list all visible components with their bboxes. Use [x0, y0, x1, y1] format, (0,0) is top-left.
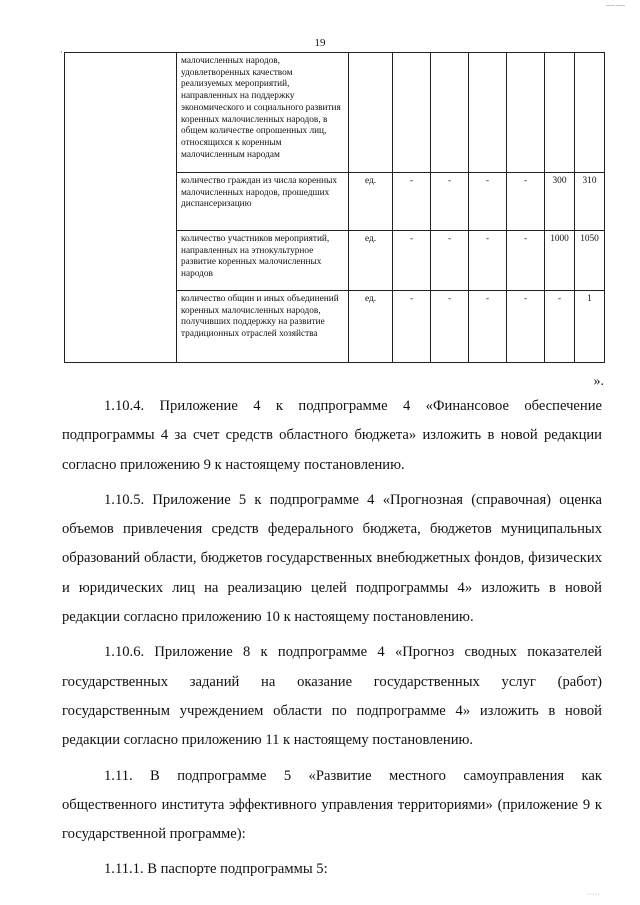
value-cell: 300: [545, 173, 575, 231]
bottom-mark: ·····: [586, 890, 600, 899]
margin-mark: ·: [60, 48, 63, 57]
value-cell: -: [469, 173, 507, 231]
unit-cell: ед.: [349, 291, 393, 363]
unit-cell: ед.: [349, 173, 393, 231]
paragraph: 1.11.1. В паспорте подпрограммы 5:: [104, 861, 328, 878]
value-cell: -: [431, 231, 469, 291]
value-cell: [507, 53, 545, 173]
value-cell: -: [393, 231, 431, 291]
indicator-cell: количество участников мероприятий, направленных на этнокультурное развитие коренных малочисленных народов: [177, 231, 349, 291]
page-number: 19: [314, 37, 326, 49]
value-cell: -: [507, 231, 545, 291]
indicator-cell: количество граждан из числа коренных малочисленных народов, прошедших диспансеризацию: [177, 173, 349, 231]
value-cell: 1000: [545, 231, 575, 291]
value-cell: -: [469, 231, 507, 291]
indicator-cell: количество общин и иных объединений коренных малочисленных народов, получивших поддержку на развитие традиционных отраслей хозяйства: [177, 291, 349, 363]
paragraph: 1.10.6. Приложение 8 к подпрограмме 4 «Прогноз сводных показателей государственных заданий на оказание государственных услуг (работ) государственным учреждением области по подпрограмме 4» изложить в новой редакции согласно приложению 11 к настоящему постановлению.: [62, 644, 602, 749]
value-cell: -: [393, 173, 431, 231]
indicator-cell: малочисленных народов, удовлетворенных качеством реализуемых мероприятий, направленных на поддержку экономического и социального развития коренных малочисленных народов, в общем количестве опрошенных лиц, относящихся к коренным малочисленным народам: [177, 53, 349, 173]
indicators-table: [64, 52, 605, 363]
value-cell: [393, 53, 431, 173]
table-row: [65, 53, 605, 173]
value-cell: 1050: [575, 231, 605, 291]
value-cell: 310: [575, 173, 605, 231]
value-cell: -: [431, 291, 469, 363]
value-cell: -: [507, 291, 545, 363]
value-cell: [545, 53, 575, 173]
value-cell: [575, 53, 605, 173]
value-cell: -: [469, 291, 507, 363]
value-cell: [431, 53, 469, 173]
value-cell: -: [545, 291, 575, 363]
paragraph: 1.11. В подпрограмме 5 «Развитие местного самоуправления как общественного института эффективного управления территориями» (приложение 9 к государственной программе):: [62, 767, 602, 843]
corner-mark: ——: [606, 0, 626, 10]
closing-quote: ».: [593, 374, 604, 389]
paragraph: 1.10.4. Приложение 4 к подпрограмме 4 «Финансовое обеспечение подпрограммы 4 за счет средств областного бюджета» изложить в новой редакции согласно приложению 9 к настоящему постановлению.: [62, 398, 602, 473]
value-cell: -: [393, 291, 431, 363]
value-cell: [469, 53, 507, 173]
value-cell: -: [507, 173, 545, 231]
paragraph: 1.10.5. Приложение 5 к подпрограмме 4 «Прогнозная (справочная) оценка объемов привлечения средств федерального бюджета, бюджетов муниципальных образований области, бюджетов государственных внебюджетных фондов, физических и юридических лиц на реализацию целей подпрограммы 4» изложить в новой редакции согласно приложению 10 к настоящему постановлению.: [62, 491, 602, 626]
unit-cell: [349, 53, 393, 173]
program-cell: [65, 53, 177, 363]
value-cell: 1: [575, 291, 605, 363]
unit-cell: ед.: [349, 231, 393, 291]
value-cell: -: [431, 173, 469, 231]
body-text: [62, 392, 602, 891]
